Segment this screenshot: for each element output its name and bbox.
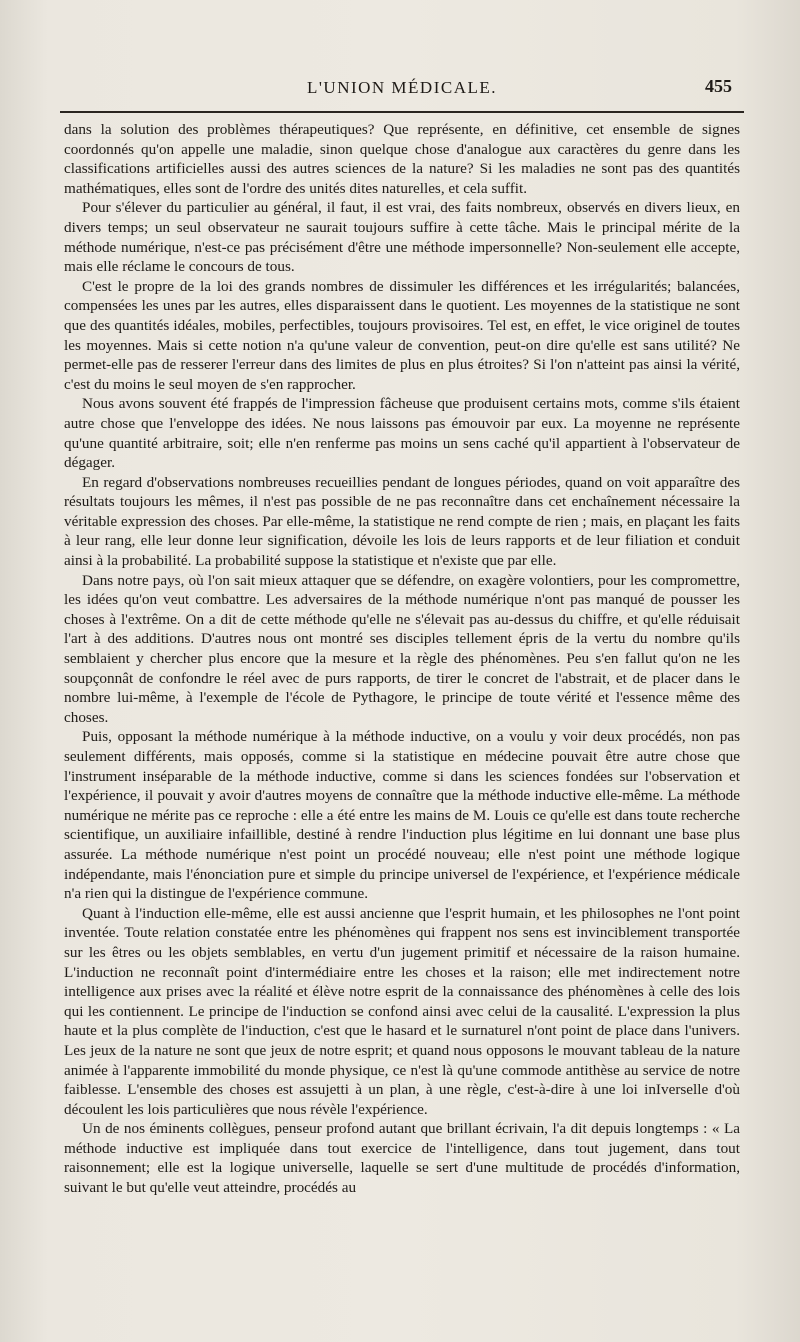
- paragraph: Un de nos éminents collègues, penseur profond autant que brillant écrivain, l'a dit depuis longtemps : « La méthode inductive est impliquée dans tout exercice de l'intelligence, dans tout jugement, dans tout raisonnement; elle est la logique universelle, laquelle se sert d'une multitude de procédés d'information, suivant le but qu'elle veut atteindre, procédés au: [64, 1120, 740, 1197]
- paragraph: Quant à l'induction elle-même, elle est aussi ancienne que l'esprit humain, et les philosophes ne l'ont point inventée. Toute relation constatée entre les phénomènes qui frappent nos sens est invinciblement transportée sur les êtres ou les objets semblables, en vertu d'un jugement primitif et nécessaire de la raison humaine. L'induction ne reconnaît point d'intermédiaire entre les choses et la raison; elle met indirectement notre intelligence aux prises avec la réalité et élève notre esprit de la connaissance des phénomènes à celle des lois qui les contiennent. Le principe de l'induction se confond ainsi avec celui de la causalité. L'expression la plus haute et la plus complète de l'induction, c'est que le hasard et le surnaturel n'ont point de place dans l'univers. Les jeux de la nature ne sont que jeux de notre esprit; et quand nous opposons le mouvant tableau de la nature animée à l'apparente immobilité du monde physique, ce n'est là qu'une commode antithèse au service de notre faiblesse. L'ensemble des choses est assujetti à un plan, à une règle, c'est-à-dire à une loi inIverselle d'où découlent les lois particulières que nous révèle l'expérience.: [64, 904, 740, 1118]
- paragraph: Puis, opposant la méthode numérique à la méthode inductive, on a voulu y voir deux procédés, non pas seulement différents, mais opposés, comme si la statistique en médecine pouvait être autre chose que l'instrument inséparable de la méthode inductive, comme si dans les sciences fondées sur l'observation et l'expérience, il pouvait y avoir d'autres moyens de connaître que la méthode inductive elle-même. La méthode numérique ne mérite pas ce reproche : elle a été entre les mains de M. Louis ce qu'elle est dans toute recherche scientifique, un auxiliaire infaillible, destiné à rendre l'induction plus légitime en lui donnant une base plus assurée. La méthode numérique n'est point un procédé nouveau; elle n'est point une méthode logique indépendante, mais l'énonciation pure et simple du principe universel de l'expérience, et l'expérience médicale n'a rien qui la distingue de l'expérience commune.: [64, 728, 740, 903]
- page-number: 455: [705, 76, 732, 96]
- paragraph: dans la solution des problèmes thérapeutiques? Que représente, en définitive, cet ensemble de signes coordonnés qu'on appelle une maladie, sinon quelque chose d'analogue aux caractères du genre dans les classifications artificielles aussi des autres sciences de la nature? Si les maladies ne sont pas des quantités mathématiques, elles sont de l'ordre des unités dites naturelles, et cela suffit.: [64, 121, 740, 197]
- paragraph: Nous avons souvent été frappés de l'impression fâcheuse que produisent certains mots, comme s'ils étaient autre chose que l'enveloppe des idées. Ne nous laissons pas émouvoir par eux. La moyenne ne représente qu'une quantité arbitraire, soit; elle n'en renferme pas moins un sens caché qu'il appartient à l'observateur de dégager.: [64, 395, 740, 472]
- page-header: [60, 76, 744, 104]
- header-rule: [60, 111, 744, 113]
- paragraph: C'est le propre de la loi des grands nombres de dissimuler les différences et les irrégularités; balancées, compensées les unes par les autres, elles disparaissent dans le quotient. Les moyennes de la statistique ne sont que des quantités idéales, mobiles, perfectibles, toujours provisoires. Tel est, en effet, le vice originel de toutes les moyennes. Mais si cette notion n'a qu'une valeur de convention, peut-on dire qu'elle est sans utilité? Ne permet-elle pas de resserer l'erreur dans des limites de plus en plus étroites? Si l'on n'atteint pas ainsi la vérité, c'est du moins le seul moyen de s'en rapprocher.: [64, 277, 740, 393]
- running-title: L'UNION MÉDICALE.: [306, 78, 498, 97]
- body-text: [64, 120, 740, 1198]
- paragraph: Pour s'élever du particulier au général, il faut, il est vrai, des faits nombreux, observés en divers lieux, en divers temps; un seul observateur ne saurait toujours suffire à cette tâche. Mais le principal mérite de la méthode numérique, n'est-ce pas précisément d'être une méthode impersonnelle? Non-seulement elle accepte, mais elle réclame le concours de tous.: [64, 199, 740, 276]
- paragraph: En regard d'observations nombreuses recueillies pendant de longues périodes, quand on voit apparaître des résultats toujours les mêmes, il n'est pas possible de ne pas reconnaître dans cet enchaînement nécessaire la véritable expression des choses. Par elle-même, la statistique ne rend compte de rien ; mais, en plaçant les faits à leur rang, elle leur donne leur signification, dévoile les lois de leurs rapports et de leur filiation et conduit ainsi à la probabilité. La probabilité suppose la statistique et n'existe que par elle.: [64, 473, 740, 570]
- paragraph: Dans notre pays, où l'on sait mieux attaquer que se défendre, on exagère volontiers, pour les compromettre, les idées qu'on veut combattre. Les adversaires de la méthode numérique n'ont pas manqué de pousser les choses à l'extrême. On a dit de cette méthode qu'elle ne s'élevait pas au-dessus du chiffre, et qu'elle réduisait l'art à des additions. D'autres nous ont montré ses disciples tellement épris de la vertu du nombre qu'ils semblaient y chercher plus encore que la mesure et la règle des phénomènes. Peu s'en fallut qu'on ne les soupçonnât de confondre le réel avec de purs rapports, de tirer le concret de l'abstrait, et de placer dans le nombre lui-même, à l'exemple de l'école de Pythagore, le principe de toute vérité et l'essence même des choses.: [64, 571, 740, 726]
